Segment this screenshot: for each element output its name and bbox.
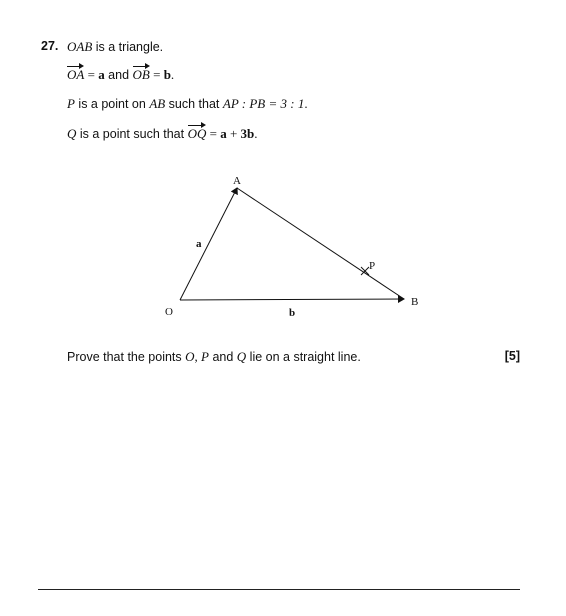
prove-o: O [185,349,195,364]
period-2: . [170,67,175,82]
prove-text-1: Prove that the points [67,350,186,364]
plus: + [226,126,241,141]
equals-2: = [149,67,164,82]
prove-p: P [201,349,209,364]
label-b-point: B [411,296,419,308]
prove-comma: , [194,349,202,364]
question-number: 27. [41,39,59,53]
vector-ob: OB [132,67,150,82]
ratio: AP : PB = 3 : 1 [222,96,305,111]
answer-rule [38,589,520,590]
segment-ab: AB [149,96,166,111]
prove-statement [67,349,361,365]
line-3-text-1: is a point on [74,97,150,111]
prove-text-3: lie on a straight line. [246,350,361,364]
equals-1: = [84,67,99,82]
marks: [5] [504,349,520,363]
and-text: and [104,68,133,82]
period-4: . [254,126,258,141]
label-vector-a: a [196,238,202,250]
prove-q: Q [236,349,247,364]
equals-4: = [206,126,221,141]
label-vector-b: b [289,307,296,319]
vector-oa: OA [67,67,85,82]
vector-b-value: b [163,67,171,82]
point-q: Q [67,126,77,141]
prove-text-2: and [208,350,237,364]
line-1-text: is a triangle. [92,40,164,54]
triangle-name: OAB [67,39,93,54]
side-ob [180,299,404,300]
point-p: P [67,96,75,111]
label-a-point: A [233,175,241,187]
line-3-text-2: such that [165,97,223,111]
vector-a-value: a [98,67,105,82]
side-oa [180,188,237,300]
period-3: . [304,96,308,111]
side-ab [237,188,404,299]
expr-3b: 3b [240,126,255,141]
label-p-point: P [369,260,376,272]
vector-oq: OQ [187,126,207,141]
line-4-text: is a point such that [76,127,188,141]
expr-a: a [220,126,227,141]
label-o-point: O [165,306,173,318]
